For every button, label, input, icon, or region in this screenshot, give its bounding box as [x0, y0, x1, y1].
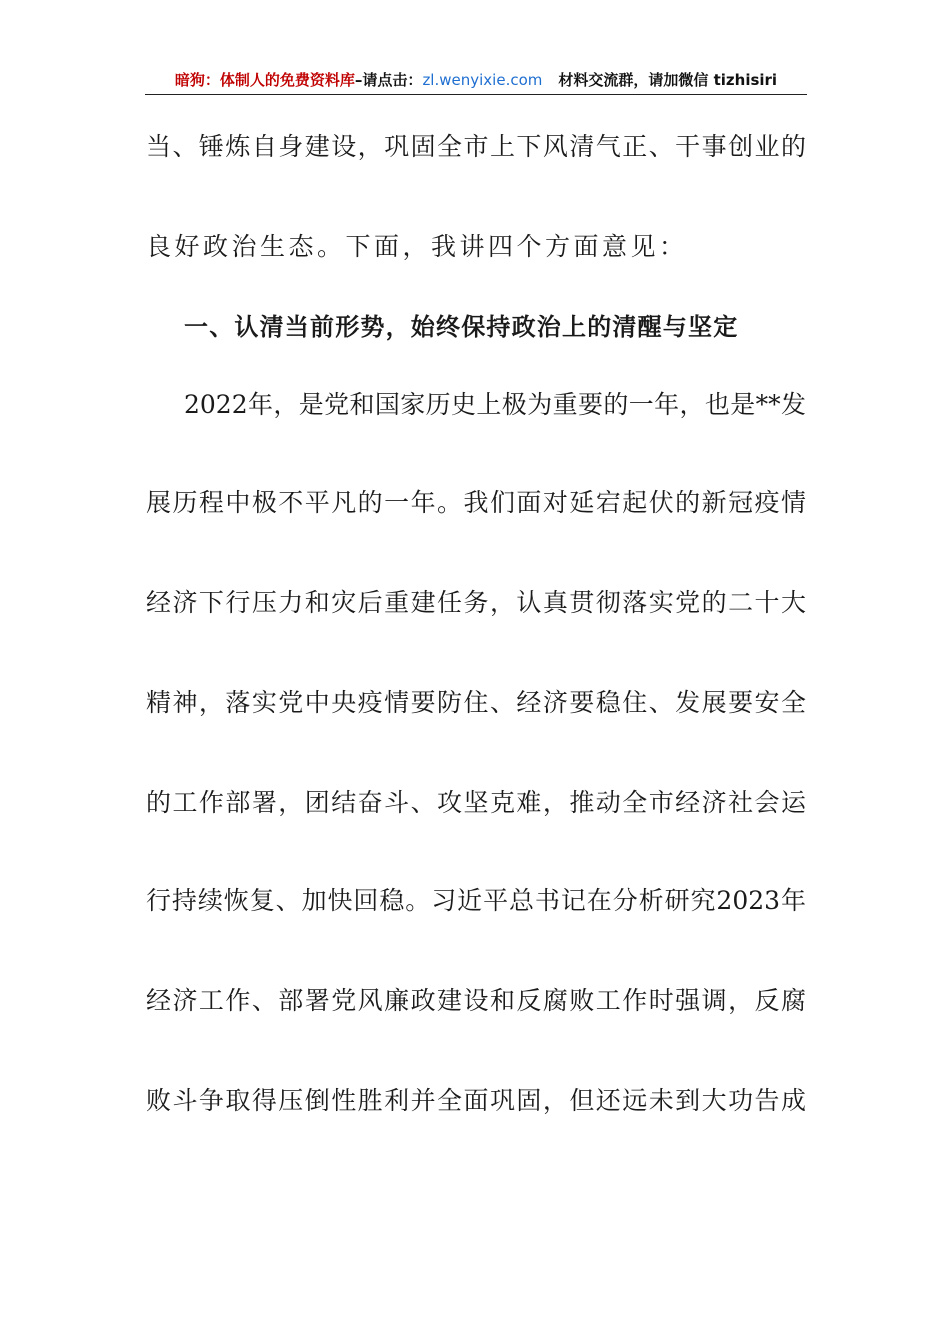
paragraph-first-line: 2022年，是党和国家历史上极为重要的一年，也是**发 [184, 390, 806, 419]
body-line-9: 行持续恢复、加快回稳。习近平总书记在分析研究2023年 [146, 886, 806, 915]
group-contact-text: 材料交流群，请加微信 tizhisiri [558, 71, 778, 89]
site-name: 暗狗：体制人的免费资料库 [174, 71, 355, 89]
body-line-7: 精神，落实党中央疫情要防住、经济要稳住、发展要安全 [146, 688, 806, 717]
site-url-link[interactable]: zl.wenyixie.com [422, 71, 543, 89]
body-line-11: 败斗争取得压倒性胜利并全面巩固，但还远未到大功告成 [146, 1086, 806, 1115]
body-line-10: 经济工作、部署党风廉政建设和反腐败工作时强调，反腐 [146, 986, 806, 1015]
body-line-2: 良好政治生态。下面，我讲四个方面意见： [146, 232, 688, 261]
page-header-banner [145, 68, 807, 95]
body-line-8: 的工作部署，团结奋斗、攻坚克难，推动全市经济社会运 [146, 788, 806, 817]
section-heading-1: 一、认清当前形势，始终保持政治上的清醒与坚定 [184, 313, 739, 341]
click-prompt: –请点击： [354, 71, 423, 89]
body-line-6: 经济下行压力和灾后重建任务，认真贯彻落实党的二十大 [146, 588, 806, 617]
body-line-1: 当、锤炼自身建设，巩固全市上下风清气正、干事创业的 [146, 132, 806, 161]
body-line-5: 展历程中极不平凡的一年。我们面对延宕起伏的新冠疫情 [146, 488, 806, 517]
